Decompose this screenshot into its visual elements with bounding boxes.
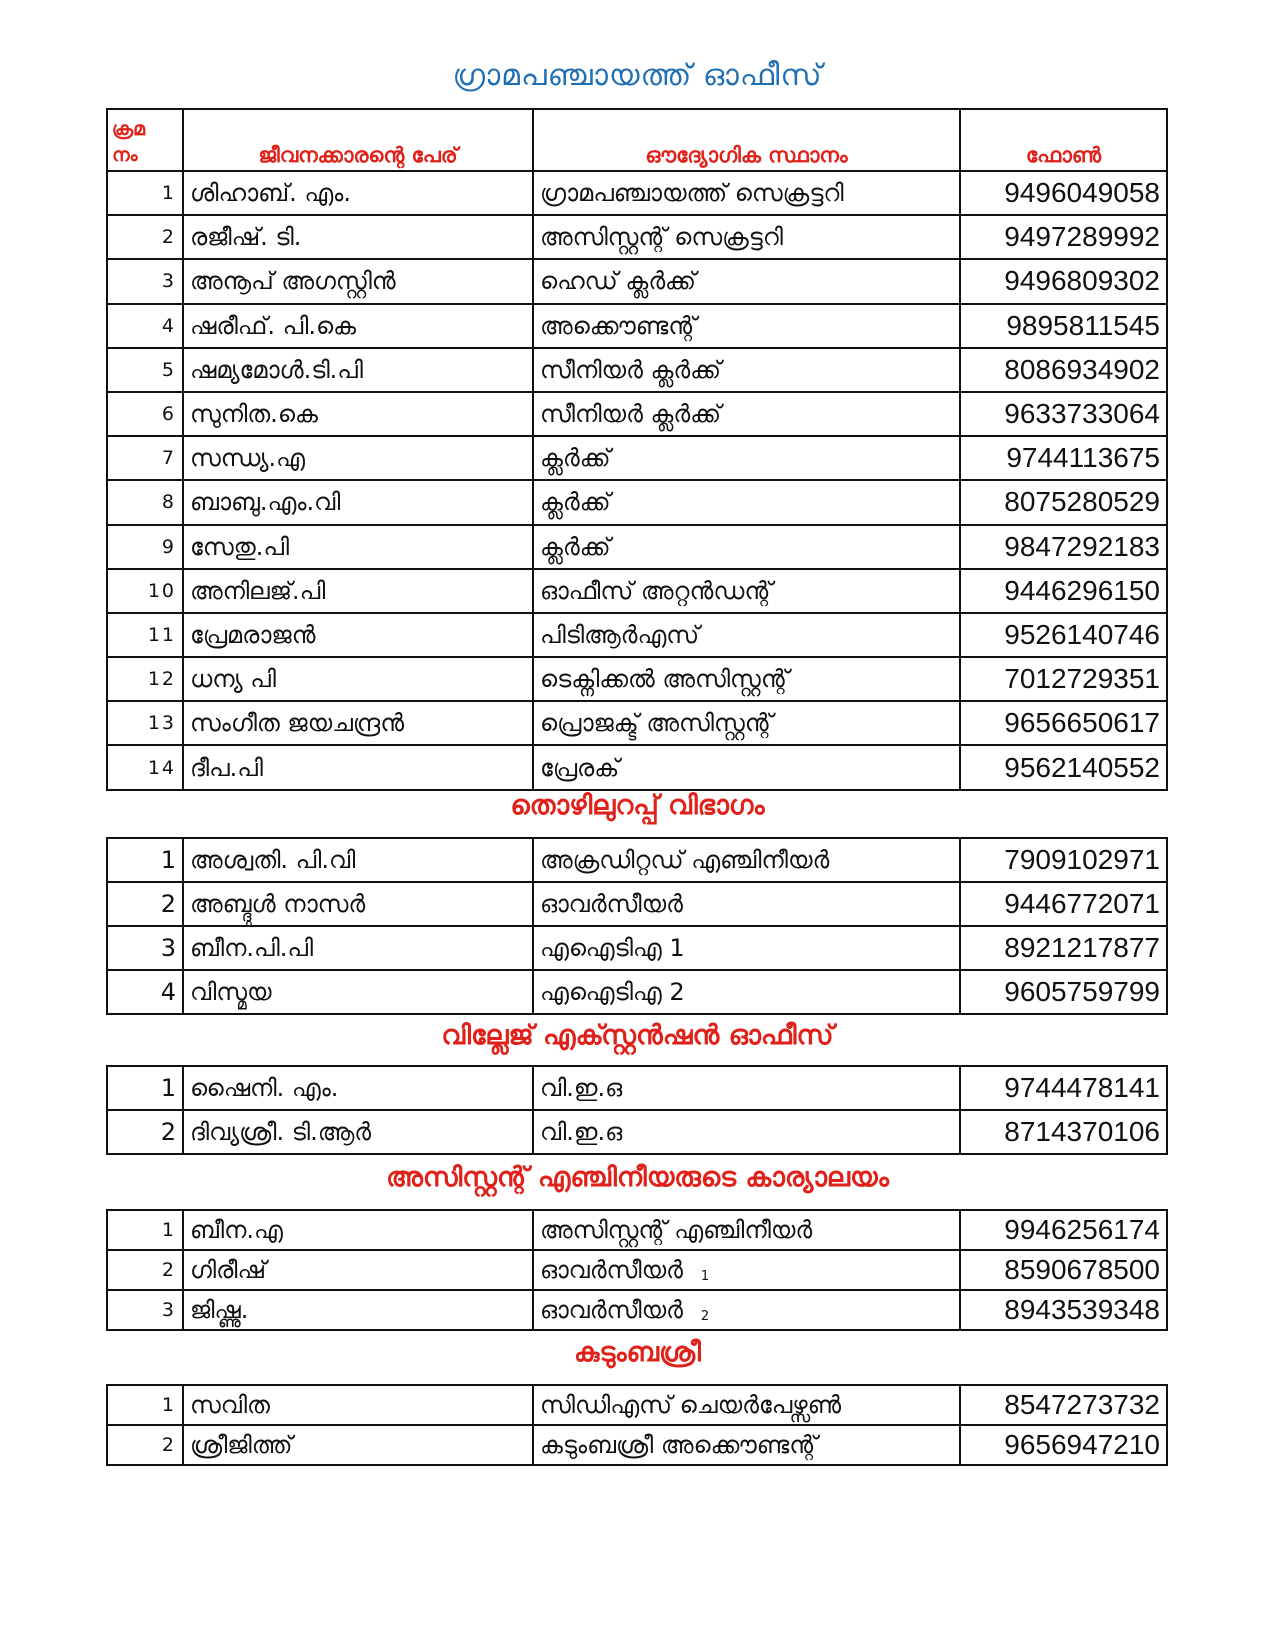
phone-cell: 9656947210 xyxy=(960,1425,1167,1465)
employee-name-cell: സുനിത.കെ xyxy=(183,392,533,436)
designation-cell: കടുംബശ്രീ അക്കൌണ്ടന്റ് xyxy=(533,1425,960,1465)
phone-cell: 7909102971 xyxy=(960,838,1167,882)
employee-name-cell: ബീന.പി.പി xyxy=(183,926,533,970)
table-row xyxy=(107,304,1167,348)
phone-cell: 9744113675 xyxy=(960,436,1167,480)
designation-cell: വി.ഇ.ഒ xyxy=(533,1066,960,1110)
panchayat-staff-table xyxy=(106,108,1168,791)
table-row xyxy=(107,1290,1167,1330)
table-row xyxy=(107,1066,1167,1110)
header-phone: ഫോൺ xyxy=(960,109,1167,171)
serial-number-cell: 1 xyxy=(107,1210,183,1250)
phone-cell: 9605759799 xyxy=(960,970,1167,1014)
section-title-kudumbashree: കുടുംബശ്രീ xyxy=(573,1337,701,1368)
kudumbashree-rows xyxy=(107,1385,1167,1465)
employee-name-cell: ഷൈനി. എം. xyxy=(183,1066,533,1110)
serial-number-cell: 3 xyxy=(107,926,183,970)
table-row xyxy=(107,259,1167,303)
serial-number-cell: 8 xyxy=(107,480,183,524)
phone-cell: 8714370106 xyxy=(960,1110,1167,1154)
header-employee-name: ജീവനക്കാരന്റെ പേര് xyxy=(183,109,533,171)
table-row xyxy=(107,436,1167,480)
designation-cell: ഓവർസീയർ xyxy=(533,882,960,926)
table-row xyxy=(107,480,1167,524)
table-row xyxy=(107,1210,1167,1250)
designation-cell: വി.ഇ.ഒ xyxy=(533,1110,960,1154)
table-row xyxy=(107,882,1167,926)
designation-cell: ക്ലർക്ക് xyxy=(533,480,960,524)
phone-cell: 9497289992 xyxy=(960,215,1167,259)
phone-cell: 8086934902 xyxy=(960,348,1167,392)
serial-number-cell: 1 xyxy=(107,838,183,882)
phone-cell: 7012729351 xyxy=(960,657,1167,701)
phone-cell: 8921217877 xyxy=(960,926,1167,970)
employee-name-cell: വിസ്മയ xyxy=(183,970,533,1014)
table-row xyxy=(107,1425,1167,1465)
phone-cell: 9496049058 xyxy=(960,171,1167,215)
employee-name-cell: ജിഷ്ണു. xyxy=(183,1290,533,1330)
employee-name-cell: ബീന.എ xyxy=(183,1210,533,1250)
employee-name-cell: പ്രേമരാജൻ xyxy=(183,613,533,657)
employee-name-cell: ധന്യ പി xyxy=(183,657,533,701)
phone-cell: 9446296150 xyxy=(960,569,1167,613)
phone-cell: 9633733064 xyxy=(960,392,1167,436)
phone-cell: 9526140746 xyxy=(960,613,1167,657)
serial-number-cell: 3 xyxy=(107,259,183,303)
designation-cell: പിടിആർഎസ് xyxy=(533,613,960,657)
serial-number-cell: 2 xyxy=(107,882,183,926)
designation-cell: ഓവർസീയർ 2 xyxy=(533,1290,960,1330)
serial-number-cell: 3 xyxy=(107,1290,183,1330)
designation-cell: ടെക്നിക്കൽ അസിസ്റ്റന്റ് xyxy=(533,657,960,701)
designation-cell: അസിസ്റ്റന്റ് സെക്രട്ടറി xyxy=(533,215,960,259)
serial-number-cell: 1 xyxy=(107,1066,183,1110)
serial-number-cell: 7 xyxy=(107,436,183,480)
employee-name-cell: രജീഷ്. ടി. xyxy=(183,215,533,259)
serial-number-cell: 9 xyxy=(107,525,183,569)
header-designation: ഔദ്യോഗിക സ്ഥാനം xyxy=(533,109,960,171)
designation-cell: എഐടിഎ 1 xyxy=(533,926,960,970)
table-row xyxy=(107,215,1167,259)
table-row xyxy=(107,171,1167,215)
phone-cell: 9847292183 xyxy=(960,525,1167,569)
serial-number-cell: 5 xyxy=(107,348,183,392)
serial-number-cell: 4 xyxy=(107,970,183,1014)
table-row xyxy=(107,1110,1167,1154)
serial-number-cell: 4 xyxy=(107,304,183,348)
header-serial-number: ക്രമ നം xyxy=(107,109,183,171)
table-row xyxy=(107,657,1167,701)
table-row xyxy=(107,525,1167,569)
table-row xyxy=(107,926,1167,970)
serial-number-cell: 6 xyxy=(107,392,183,436)
serial-number-cell: 14 xyxy=(107,745,183,790)
phone-cell: 8590678500 xyxy=(960,1250,1167,1290)
designation-cell: സിഡിഎസ് ചെയർപേഴ്സൺ xyxy=(533,1385,960,1425)
position-tag: 1 xyxy=(700,1269,710,1284)
serial-number-cell: 1 xyxy=(107,171,183,215)
thozhilurappu-rows xyxy=(107,838,1167,1014)
employee-name-cell: ബാബു.എം.വി xyxy=(183,480,533,524)
table-row xyxy=(107,569,1167,613)
designation-cell: ക്ലർക്ക് xyxy=(533,436,960,480)
assistant-engineer-table xyxy=(106,1209,1168,1331)
employee-name-cell: ശിഹാബ്. എം. xyxy=(183,171,533,215)
section-title-thozhilurappu: തൊഴിലുറപ്പ് വിഭാഗം xyxy=(510,790,765,821)
designation-cell: അക്കൌണ്ടന്റ് xyxy=(533,304,960,348)
phone-cell: 8943539348 xyxy=(960,1290,1167,1330)
employee-name-cell: അശ്വതി. പി.വി xyxy=(183,838,533,882)
phone-cell: 9895811545 xyxy=(960,304,1167,348)
employee-name-cell: ഷരീഫ്. പി.കെ xyxy=(183,304,533,348)
designation-cell: ക്ലർക്ക് xyxy=(533,525,960,569)
designation-cell: എഐടിഎ 2 xyxy=(533,970,960,1014)
serial-number-cell: 2 xyxy=(107,1425,183,1465)
serial-number-cell: 2 xyxy=(107,1110,183,1154)
phone-cell: 8075280529 xyxy=(960,480,1167,524)
phone-cell: 9946256174 xyxy=(960,1210,1167,1250)
employee-name-cell: ദീപ.പി xyxy=(183,745,533,790)
kudumbashree-table xyxy=(106,1384,1168,1466)
employee-name-cell: സന്ധ്യ.എ xyxy=(183,436,533,480)
employee-name-cell: ദിവ്യശ്രീ. ടി.ആർ xyxy=(183,1110,533,1154)
panchayat-rows xyxy=(107,171,1167,790)
phone-cell: 9656650617 xyxy=(960,701,1167,745)
designation-cell: പ്രേരക് xyxy=(533,745,960,790)
employee-name-cell: ശ്രീജിത്ത് xyxy=(183,1425,533,1465)
employee-name-cell: സംഗീത ജയചന്ദ്രൻ xyxy=(183,701,533,745)
designation-cell: പ്രൊജക്ട് അസിസ്റ്റന്റ് xyxy=(533,701,960,745)
phone-cell: 8547273732 xyxy=(960,1385,1167,1425)
employee-name-cell: അനൂപ് അഗസ്റ്റിൻ xyxy=(183,259,533,303)
employee-name-cell: അനിലജ്.പി xyxy=(183,569,533,613)
serial-number-cell: 10 xyxy=(107,569,183,613)
phone-cell: 9446772071 xyxy=(960,882,1167,926)
serial-number-cell: 2 xyxy=(107,215,183,259)
employee-name-cell: ഷമ്യമോൾ.ടി.പി xyxy=(183,348,533,392)
village-rows xyxy=(107,1066,1167,1154)
employee-name-cell: സേതു.പി xyxy=(183,525,533,569)
section-title-village-extension: വില്ലേജ് എക്സ്റ്റൻഷൻ ഓഫീസ് xyxy=(441,1020,834,1051)
serial-number-cell: 11 xyxy=(107,613,183,657)
serial-number-cell: 13 xyxy=(107,701,183,745)
table-row xyxy=(107,838,1167,882)
designation-cell: ഓഫീസ് അറ്റൻഡന്റ് xyxy=(533,569,960,613)
serial-number-cell: 12 xyxy=(107,657,183,701)
employee-name-cell: സവിത xyxy=(183,1385,533,1425)
table-header-row xyxy=(107,109,1167,171)
section-title-assistant-engineer: അസിസ്റ്റന്റ് എഞ്ചിനീയരുടെ കാര്യാലയം xyxy=(386,1162,889,1193)
table-row xyxy=(107,970,1167,1014)
serial-number-cell: 1 xyxy=(107,1385,183,1425)
table-row xyxy=(107,1250,1167,1290)
designation-cell: ഓവർസീയർ 1 xyxy=(533,1250,960,1290)
position-tag: 2 xyxy=(700,1309,710,1324)
table-row xyxy=(107,701,1167,745)
page-title: ഗ്രാമപഞ്ചായത്ത് ഓഫീസ് xyxy=(452,58,823,93)
phone-cell: 9744478141 xyxy=(960,1066,1167,1110)
designation-cell: സീനിയർ ക്ലർക്ക് xyxy=(533,348,960,392)
employee-name-cell: അബ്ദുൾ നാസർ xyxy=(183,882,533,926)
table-row xyxy=(107,392,1167,436)
designation-cell: അക്രഡിറ്റഡ് എഞ്ചിനീയർ xyxy=(533,838,960,882)
phone-cell: 9496809302 xyxy=(960,259,1167,303)
table-row xyxy=(107,1385,1167,1425)
employee-name-cell: ഗിരീഷ് xyxy=(183,1250,533,1290)
serial-number-cell: 2 xyxy=(107,1250,183,1290)
designation-cell: ഹെഡ് ക്ലർക്ക് xyxy=(533,259,960,303)
designation-cell: സീനിയർ ക്ലർക്ക് xyxy=(533,392,960,436)
table-row xyxy=(107,745,1167,790)
table-row xyxy=(107,613,1167,657)
designation-cell: അസിസ്റ്റന്റ് എഞ്ചിനീയർ xyxy=(533,1210,960,1250)
ae-rows xyxy=(107,1210,1167,1330)
phone-cell: 9562140552 xyxy=(960,745,1167,790)
thozhilurappu-table xyxy=(106,837,1168,1015)
village-extension-table xyxy=(106,1065,1168,1155)
designation-cell: ഗ്രാമപഞ്ചായത്ത് സെക്രട്ടറി xyxy=(533,171,960,215)
table-row xyxy=(107,348,1167,392)
